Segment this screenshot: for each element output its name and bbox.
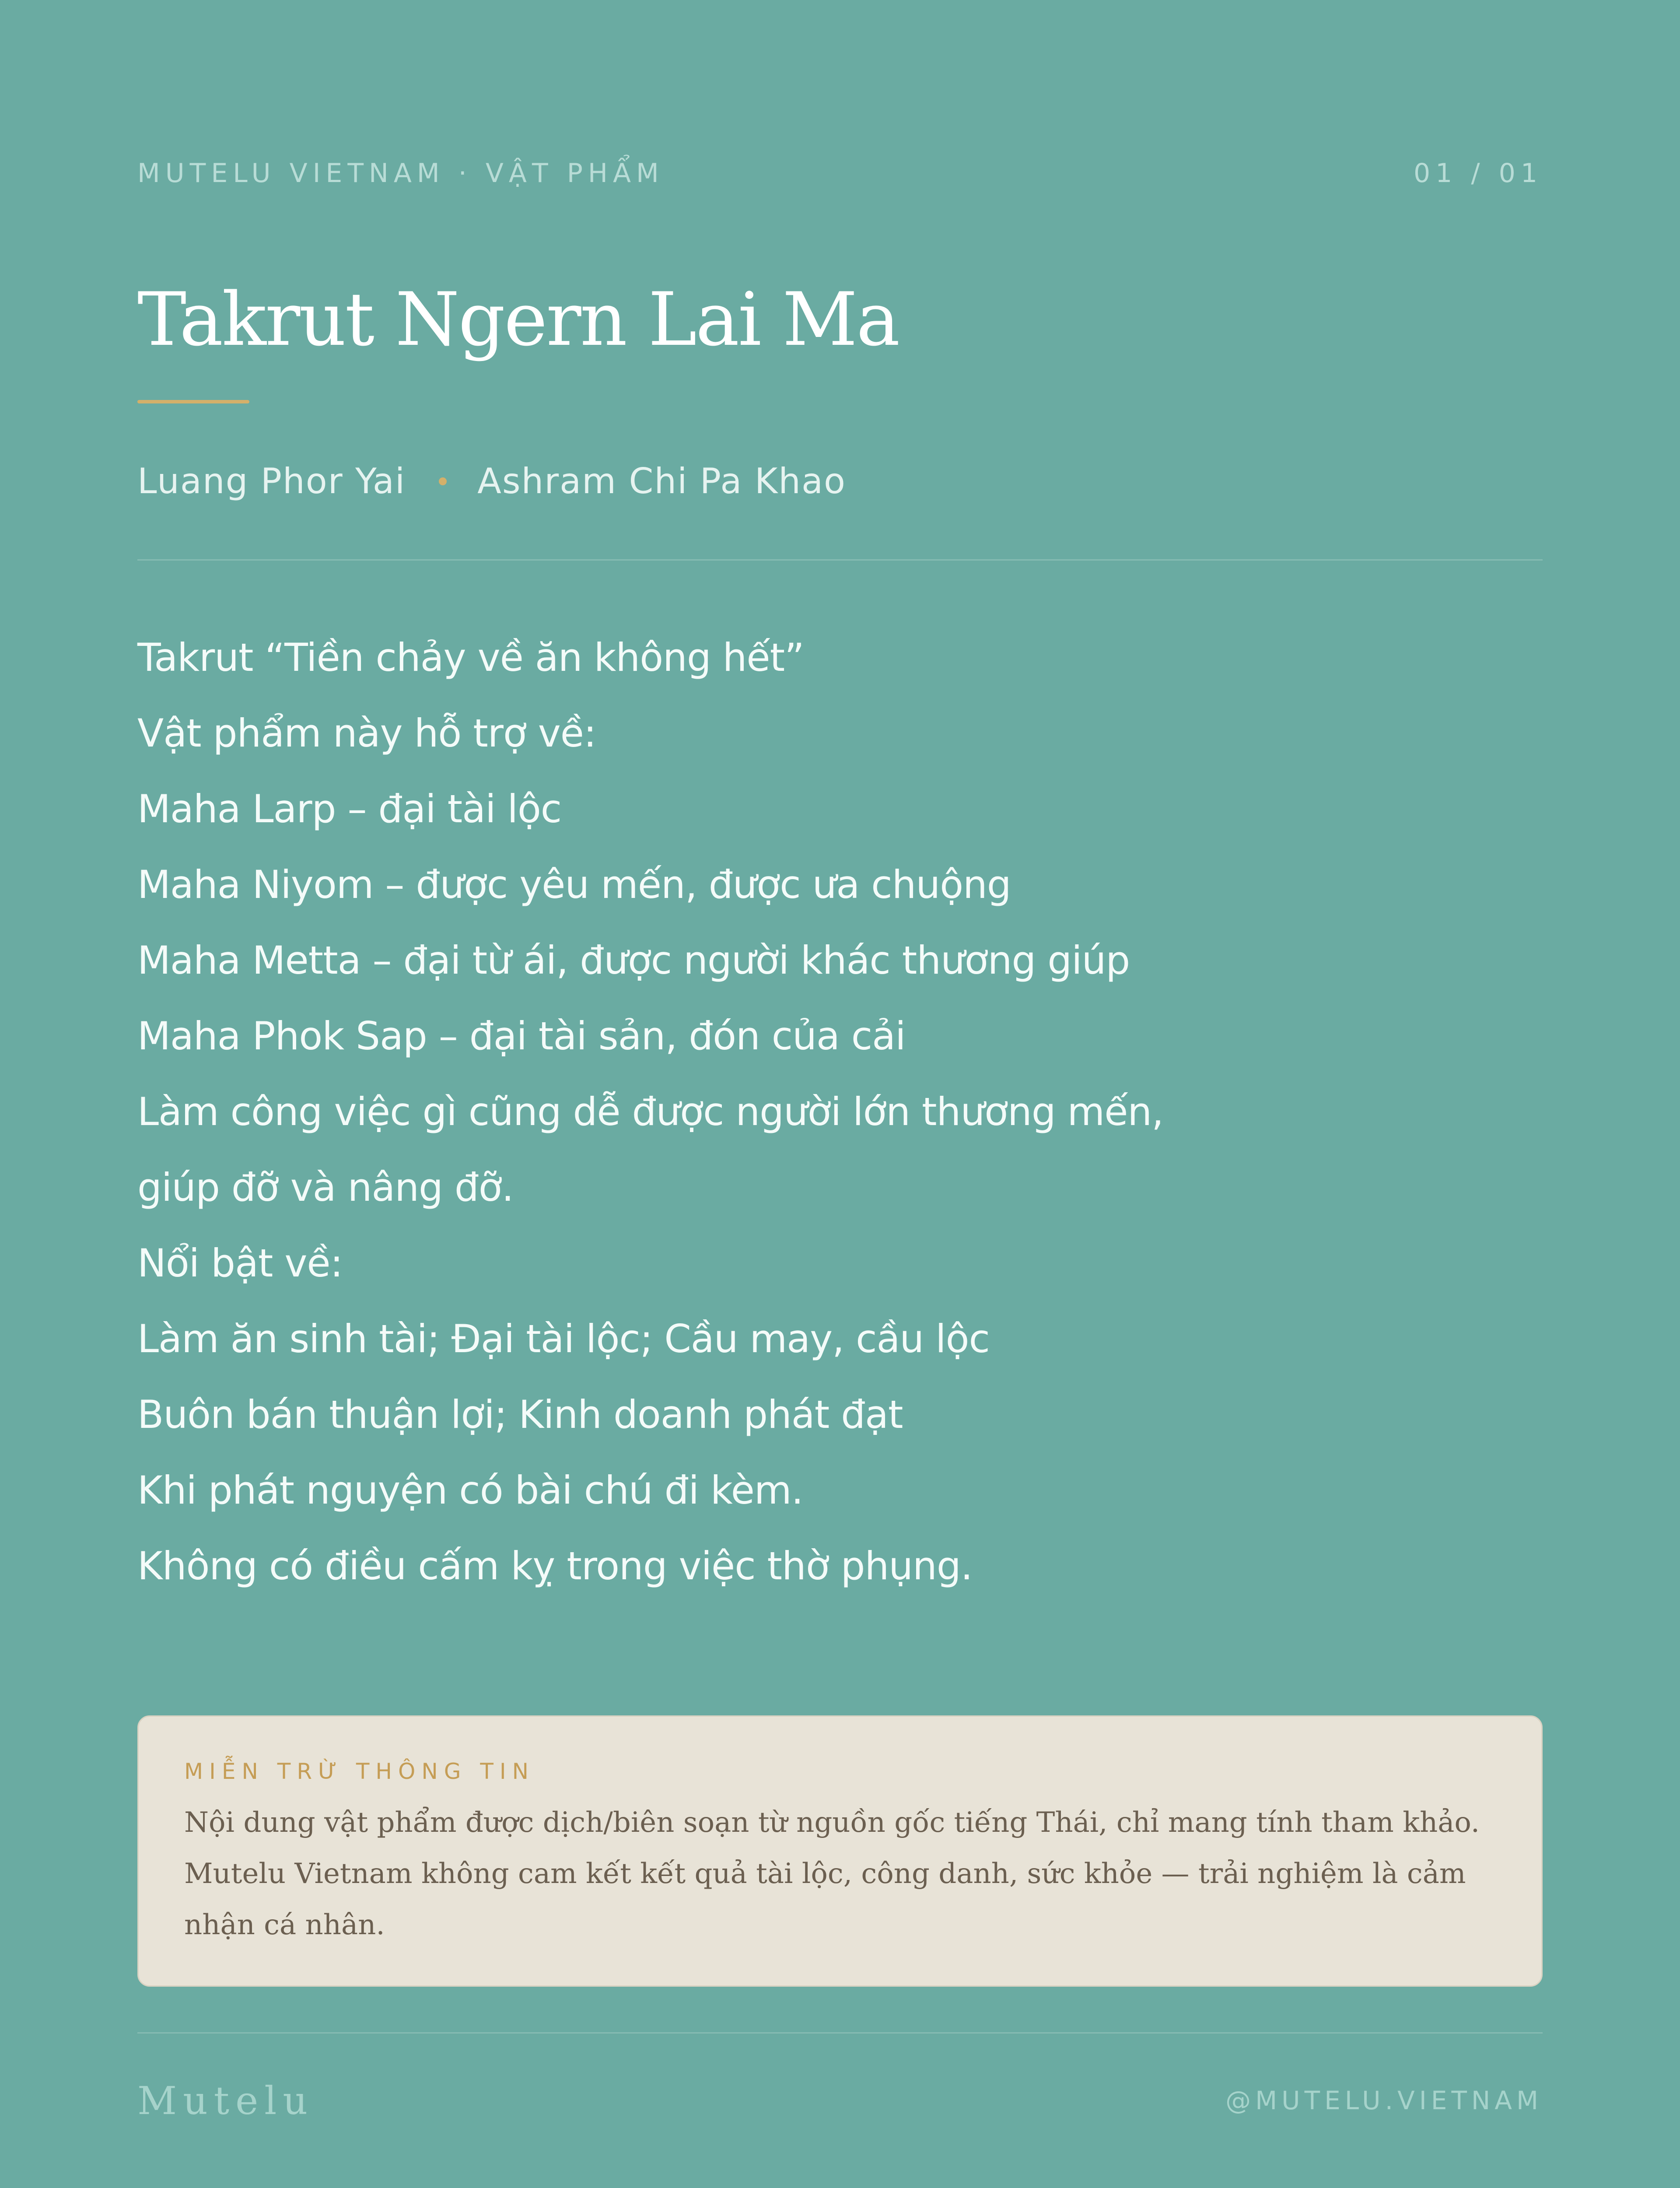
description-line: Không có điều cấm kỵ trong việc thờ phụng. (137, 1543, 973, 1588)
description-body (137, 620, 1543, 1604)
description-line: Takrut “Tiền chảy về ăn không hết” (137, 635, 804, 680)
footer (137, 2074, 1543, 2127)
description-line: Khi phát nguyện có bài chú đi kèm. (137, 1468, 803, 1513)
footer-divider (137, 2032, 1543, 2034)
description-line: Làm ăn sinh tài; Đại tài lộc; Cầu may, cầu lộc (137, 1316, 990, 1361)
monk-name: Luang Phor Yai (137, 461, 406, 501)
disclaimer-box (137, 1715, 1543, 1987)
product-meta (137, 455, 846, 508)
section-divider (137, 559, 1543, 561)
disclaimer-text: Nội dung vật phẩm được dịch/biên soạn từ nguồn gốc tiếng Thái, chỉ mang tính tham khảo. Mutelu Vietnam không cam kết kết quả tài lộc, công danh, sức khỏe — trải nghiệm là cảm nhận cá nhân. (184, 1806, 1480, 1941)
title-underline (137, 400, 249, 403)
brand-wordmark: Mutelu (137, 2078, 314, 2123)
disclaimer-heading: MIỄN TRỪ THÔNG TIN (184, 1759, 535, 1784)
description-line: Nổi bật về: (137, 1241, 343, 1286)
page-counter: 01 / 01 (1413, 158, 1543, 189)
description-line: Maha Metta – đại từ ái, được người khác thương giúp (137, 938, 1130, 983)
top-bar (137, 156, 1543, 191)
separator-dot (439, 477, 447, 485)
description-line: Làm công việc gì cũng dễ được người lớn thương mến, (137, 1089, 1164, 1134)
description-line: Maha Niyom – được yêu mến, được ưa chuộng (137, 862, 1011, 907)
temple-name: Ashram Chi Pa Khao (477, 461, 846, 501)
description-line: Maha Phok Sap – đại tài sản, đón của cải (137, 1013, 906, 1059)
product-title: Takrut Ngern Lai Ma (137, 277, 899, 362)
description-line: Vật phẩm này hỗ trợ về: (137, 711, 596, 756)
description-line: Buôn bán thuận lợi; Kinh doanh phát đạt (137, 1392, 903, 1437)
social-handle: @MUTELU.VIETNAM (1225, 2086, 1543, 2115)
description-line: giúp đỡ và nâng đỡ. (137, 1165, 514, 1210)
description-line: Maha Larp – đại tài lộc (137, 786, 562, 831)
eyebrow-label: MUTELU VIETNAM · VẬT PHẨM (137, 158, 664, 189)
